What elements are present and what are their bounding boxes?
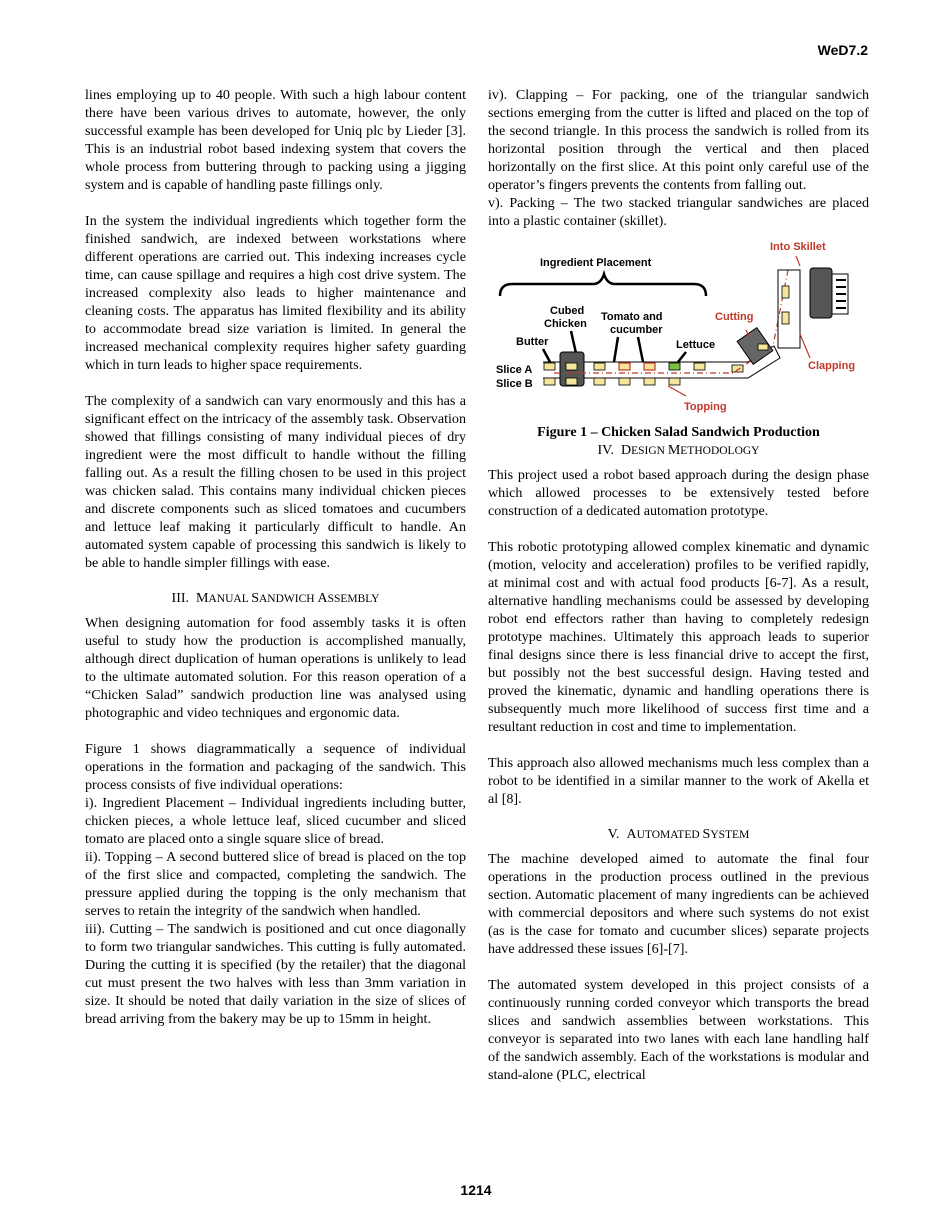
slice-a-lettuce <box>669 363 680 370</box>
paragraph: ii). Topping – A second buttered slice of bread is placed on the top of the first slice and compacted, completing the sandwich. The pressure applied during the topping is the only mechanism that serves to retain the integrity of the sandwich when handled. <box>85 849 466 919</box>
clapping-lane <box>778 270 800 348</box>
pointer-butter <box>543 349 550 362</box>
label-into-skillet: Into Skillet <box>770 241 826 253</box>
sandwich-production-diagram <box>488 234 869 424</box>
left-column <box>85 86 466 1028</box>
label-cucumber: cucumber <box>610 324 663 336</box>
paragraph: This robotic prototyping allowed complex kinematic and dynamic (motion, velocity and acceleration) profiles to be verified rapidly, at minimal cost and with actual food products [6-7]. As a result, alternative handling mechanisms could be assessed by developing robot end effectors rather than having to completely redesign prototype machines. Ultimately this approach leads to superior final designs since there is less financial drive to accept the first, but possibly not the best successful design. Having tested and proved the kinematic, dynamic and handling operations there is subsequently much more likelihood of success first time and a resultant reduction in cost and time to implementation. <box>488 539 869 735</box>
paragraph: The automated system developed in this project consists of a continuously running corded conveyor which transports the bread slices and sandwich assemblies between workstations. This conveyor is separated into two lanes with each lane handling half of the sandwich assembly. Each of the workstations is modular and stand-alone (PLC, electrical <box>488 977 869 1083</box>
slice-a <box>644 363 655 370</box>
paragraph: The machine developed aimed to automate the final four operations in the production process outlined in the previous section. Automatic placement of many ingredients can be achieved with commercial depositors and where such systems do not exist (as is the case for tomato and cucumber slices) separate projects have addressed these issues [6]-[7]. <box>488 851 869 957</box>
label-chicken: Chicken <box>544 318 587 330</box>
running-header: WeD7.2 <box>817 42 868 58</box>
paragraph: When designing automation for food assembly tasks it is often useful to study how the production is accomplished manually, although direct duplication of human operations is unlikely to lead to the ultimate automated solution. For this reason operation of a “Chicken Salad” sandwich production line was analysed using photographic and video techniques and ergonomic data. <box>85 615 466 721</box>
label-butter: Butter <box>516 336 549 348</box>
slice-b <box>644 378 655 385</box>
paragraph: i). Ingredient Placement – Individual ingredients including butter, chicken pieces, a whole lettuce leaf, sliced cucumber and sliced tomato are placed onto a single square slice of bread. <box>85 795 466 847</box>
paragraph: lines employing up to 40 people. With such a high labour content there have been various drives to automate, however, the only successful example has been developed for Uniq plc by Lieder [3]. This is an industrial robot based indexing system that covers the whole process from buttering through to packing using a jigging system and is capable of handling paste fillings only. <box>85 87 466 193</box>
label-cubed: Cubed <box>550 305 585 317</box>
slice-a-topped <box>694 363 705 370</box>
pointer-cucumber <box>638 337 643 362</box>
sandwich-to-cutter <box>732 365 743 372</box>
section-heading-3: III. MANUAL SANDWICH ASSEMBLY <box>171 591 380 606</box>
figure-caption: Figure 1 – Chicken Salad Sandwich Production <box>537 425 820 440</box>
section-heading-4: IV. DESIGN METHODOLOGY <box>597 443 760 458</box>
pointer-tomato <box>614 337 618 362</box>
pointer-topping <box>668 386 686 396</box>
page-number: 1214 <box>460 1182 492 1198</box>
label-slice-b: Slice B <box>496 378 533 390</box>
clapped-sandwich <box>782 312 789 324</box>
paragraph: v). Packing – The two stacked triangular sandwiches are placed into a plastic container (skillet). <box>488 195 869 229</box>
paragraph: This project used a robot based approach during the design phase which allowed processes to be extensively tested before construction of a dedicated automation prototype. <box>488 467 869 519</box>
label-clapping: Clapping <box>808 360 856 372</box>
slice-a <box>594 363 605 370</box>
cutter <box>737 328 773 365</box>
label-topping: Topping <box>684 401 727 413</box>
pointer-lettuce <box>678 352 686 362</box>
pointer-clapping <box>800 334 810 358</box>
label-lettuce: Lettuce <box>676 339 716 351</box>
label-ingredient-placement: Ingredient Placement <box>540 257 652 269</box>
figure-1 <box>488 234 869 424</box>
clapped-sandwich <box>782 286 789 298</box>
slice-b <box>669 378 680 385</box>
slice-a <box>566 363 577 370</box>
slice-b <box>594 378 605 385</box>
label-tomato-and: Tomato and <box>601 311 663 323</box>
paragraph: The complexity of a sandwich can vary enormously and this has a significant effect on the intricacy of the assembly task. Observation showed that fillings consisting of many individual pieces of dry ingredient were the most difficult to handle without the filling falling out. As a result the filling chosen to be used in this project was chicken salad. This contains many individual chicken pieces and discrete components such as sliced tomatoes and cucumbers and lettuce leaf making it particularly difficult to handle. An automated system capable of processing this sandwich is likely to be able to handle simpler fillings with ease. <box>85 393 466 571</box>
slice-a <box>544 363 555 370</box>
paragraph: Figure 1 shows diagrammatically a sequence of individual operations in the formation and packaging of the sandwich. This process consists of five individual operations: <box>85 741 466 793</box>
skillet-body <box>810 268 832 318</box>
label-cutting: Cutting <box>715 311 754 323</box>
slice-a <box>619 363 630 370</box>
paragraph: In the system the individual ingredients which together form the finished sandwich, are indexed between workstations where different operations are carried out. This indexing increases cycle time, can cause spillage and requires a high cost drive system. The increased complexity also leads to higher maintenance and cleaning costs. The apparatus has limited flexibility and its ability to accommodate bread size variation is limited. In general the increased mechanical complexity requires higher safety guarding which in turn leads to higher space requirements. <box>85 213 466 373</box>
skillet <box>796 256 848 318</box>
cut-sandwich <box>758 344 768 350</box>
paragraph: iv). Clapping – For packing, one of the triangular sandwich sections emerging from the cutter is lifted and placed on the top of the second triangle. In this process the sandwich is rolled from its horizontal position through the vertical and then placed horizontally on the first slice. At this point only careful use of the operator’s fingers prevents the contents from falling out. <box>488 87 869 193</box>
pointer-skillet <box>796 256 800 266</box>
label-slice-a: Slice A <box>496 364 533 376</box>
right-column <box>488 86 869 1084</box>
slice-b <box>544 378 555 385</box>
paragraph: This approach also allowed mechanisms much less complex than a robot to be identified in a similar manner to the work of Akella et al [8]. <box>488 755 869 807</box>
section-heading-5: V. AUTOMATED SYSTEM <box>607 827 750 842</box>
ingredient-brace <box>500 274 706 296</box>
paragraph: iii). Cutting – The sandwich is positioned and cut once diagonally to form two triangular sandwiches. This cutting is fully automated. During the cutting it is specified (by the retailer) that the diagonal cut must present the two halves with less than 3mm variation in size. It should be noted that daily variation in the size of slices of bread arriving from the bakery may be up to 15mm in height. <box>85 921 466 1027</box>
slice-b <box>566 378 577 385</box>
slice-b <box>619 378 630 385</box>
